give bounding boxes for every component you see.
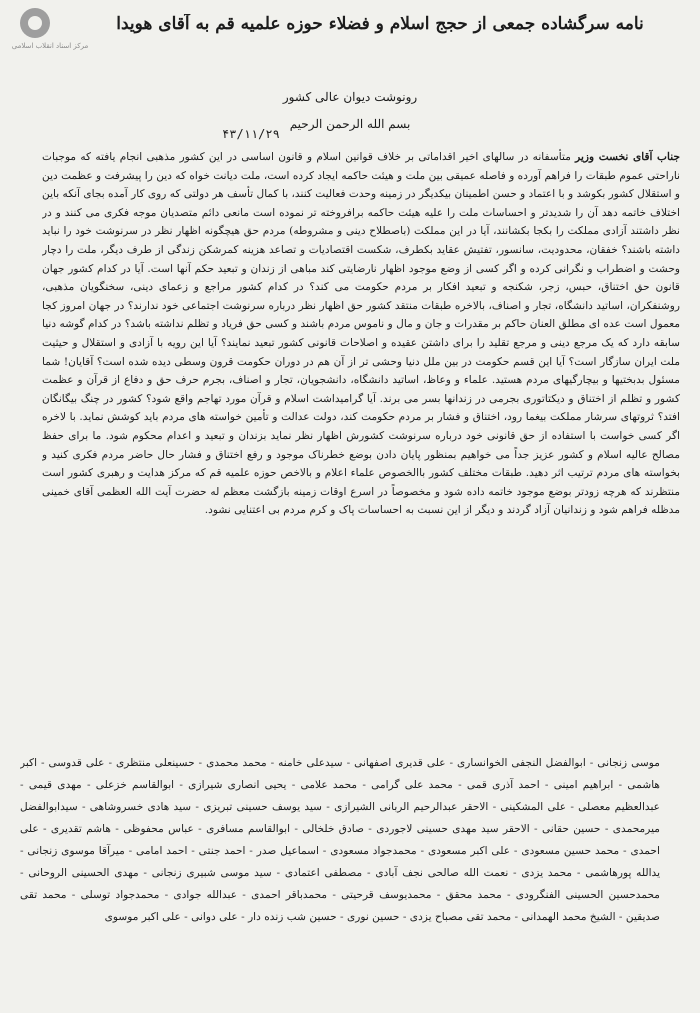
signatory-separator: - [66,889,81,901]
signatory-name: الشیخ محمد الهمدانی [521,911,616,923]
signatory-name: محمد علی گرامی [371,779,453,791]
signatory-name: نعمت الله صالحی نجف آبادی [375,867,509,879]
signatory-name: احمد آذری قمی [466,779,540,791]
signatory-separator: - [363,823,377,835]
signatory-separator: - [237,889,252,901]
signatory-name: اکبر هاشمی [20,757,660,791]
signatory-name: محمدحسین الحسینی الفنگرودی [515,889,660,901]
signatory-separator: - [271,867,285,879]
signatory-name: حسین شب زنده دار [248,911,337,923]
signatory-separator: - [357,779,372,791]
signatory-separator: - [619,845,631,857]
signatory-name: مهدی قیمی [28,779,82,791]
signatory-separator: - [37,757,49,769]
letter-addressee: جناب آقای نخست وزیر [575,151,680,163]
signatory-name: احمد جنتی [198,845,246,857]
signatory-separator: - [342,757,355,769]
signatory-name: محمد تقی مصباح یزدی [409,911,512,923]
signatory-separator: - [180,911,192,923]
signatory-separator: - [322,801,335,813]
signatory-separator: - [508,867,522,879]
signatory-name: موسی زنجانی [597,757,660,769]
signatory-name: میرآقا موسوی زنجانی [27,845,125,857]
signatory-name: صادق خلخالی [302,823,364,835]
signatory-separator: - [20,845,28,857]
signatory-name: حسینعلی منتظری [115,757,195,769]
signatory-name: محمد حسین مسعودی [521,845,620,857]
signatory-separator: - [445,757,457,769]
signatory-name: ابوالقاسم خزعلی [95,779,175,791]
signatory-separator: - [362,867,376,879]
signatory-name: علی اکبر موسوی [104,911,181,923]
signatory-separator: - [20,779,29,791]
archive-logo [6,6,92,62]
signatory-name: محمدجواد توسلی [80,889,160,901]
signatory-separator: - [452,779,467,791]
signatory-separator: - [245,845,257,857]
signatory-separator: - [38,823,51,835]
signatory-name: سید هادی خسروشاهی [89,801,192,813]
signatory-separator: - [286,779,301,791]
signatory-name: ابوالقاسم مسافری [206,823,291,835]
signatory-name: عباس محفوظی [123,823,194,835]
signatory-separator: - [539,779,554,791]
signatory-name: یدالله پورهاشمی [585,867,660,879]
signatory-name: علی قدیری اصفهانی [354,757,446,769]
signatory-separator: - [77,801,90,813]
signatory-name: الاحقر عبدالرحیم الربانی الشیرازی [334,801,489,813]
signatory-separator: - [529,823,542,835]
signatories-block [20,752,660,1002]
signatory-separator: - [501,889,516,901]
signatory-name: محمدجواد مسعودی [330,845,417,857]
signatory-separator: - [510,845,522,857]
letter-body [42,148,680,740]
bismillah: بسم الله الرحمن الرحیم [289,117,411,131]
letter-title: نامه سرگشاده جمعی از حجج اسلام و فضلاء حوزه علمیه قم به آقای هویدا [116,14,644,34]
signatory-separator: - [613,779,628,791]
signatory-name: حسین حقانی [541,823,601,835]
signatory-separator: - [174,779,189,791]
signatory-name: عبدالله جوادی [173,889,238,901]
signatory-name: احمد امامی [136,845,188,857]
signatory-name: سیدابوالفضل میرمحمدی [20,801,660,835]
signatory-separator: - [488,801,501,813]
signatory-separator: - [20,867,29,879]
signatory-name: ابوالفضل النجفی الخوانساری [456,757,586,769]
signatory-separator: - [110,823,124,835]
signatory-separator: - [104,757,116,769]
signatory-separator: - [327,889,342,901]
signatory-name: علی احمدی [20,823,660,857]
signatory-name: محمد محمدی [206,757,267,769]
signatory-separator: - [511,911,522,923]
signatory-separator: - [237,911,249,923]
signatory-separator: - [566,801,579,813]
signatory-name: ابراهیم امینی [553,779,614,791]
signatory-name: سیدعلی خامنه [278,757,343,769]
archive-logo-icon [20,8,50,38]
signatory-name: محمد یزدی [521,867,573,879]
signatory-separator: - [191,801,204,813]
signatory-name: محمد علامی [300,779,358,791]
signatory-name: علی المشکینی [500,801,567,813]
signatory-name: محمد محقق [445,889,502,901]
letter-paragraph [42,148,680,520]
signatory-name: محمدیوسف قرحیتی [341,889,432,901]
signatory-separator: - [336,911,347,923]
signatory-separator: - [318,845,331,857]
signatory-name: سید موسی شبیری زنجانی [151,867,272,879]
signatory-separator: - [600,823,613,835]
signatory-separator: - [399,911,410,923]
letter-text: متأسفانه در سالهای اخیر اقداماتی بر خلاف قوانین اسلام و قانون اساسی در این کشور مذهبی انجام یافته که موجبات ناراحتی عموم طبقات را فراهم آورده و فاصله عمیقی بین ملت و هیئت حاکمه ایجاد کرده است، ملت دیانت خواه که دین را پیشرفت و عظمت دین و استقلال کشور بکوشد و با اعتماد و حسن اطمینان بیکدیگر در زمینه وحدت فعالیت کنند، با کمال تأسف هر دولتی که روی کار آمده بجای آنکه باین اختلاف خاتمه دهد آن را شدیدتر و احساسات ملت را علیه هیئت حاکمه برافروخته تر نموده است مانعی دائم متصدیان موجه فکری می کنند و در نظر داشتند آزادی مملکت را بکجا بکشانند، آیا در این مملکت (باصطلاح دینی و مشروطه) مردم حق هیچگونه اظهار نظر در سرنوشت خود را نباید داشته باشند؟ خفقان، محدودیت، سانسور، تفتیش عقاید بکطرف، شکست اقتصادیات و تصاعد هزینه کمرشکن زندگی از طرف دیگر، ملت را دچار وحشت و اضطراب و نگرانی کرده و اگر کسی از وضع موجود اظهار نارضایتی کند مباهی از زندان و تبعید حکم آنها است. آیا در کدام کشور جهان قانون حق اختناق، حبس، زجر، شکنجه و تبعید افکار بر مردم حکومت می کند؟ در کدام کشور مراجع و زعمای دینی، سخنگویان مذهبی، روشنفکران، اساتید دانشگاه، تجار و اصناف، بالاخره طبقات منتقد کشور حق اظهار نظر درباره سرنوشت اجتماعی خود ندارند؟ در جهان امروز کجا معمول است عده ای مطلق العنان حاکم بر مقدرات و جان و مال و ناموس مردم باشند و کسی حق فریاد و تظلم نداشته باشد؟ در کدام گوشه دنیا سابقه دارد که یک مرجع دینی و مرجع تقلید را برای داشتن عقیده و اصلاحات قانونی کشور تبعید نمایند؟ آیا این رویه با آزادی و استقلال و حیثیت ملت ایران سازگار است؟ آیا این قسم حکومت در بین ملل دنیا وحشی تر از آن هم در دوران حکومت قرون وسطی دیده شده است؟ آقایان! شما مسئول بدبختیها و بیچارگیهای مردم هستید. علماء و وعاظ، اساتید دانشگاه، دانشجویان، تجار و اصناف، بجرم حرف حق و دفاع از قرآن و عظمت کشور و تظلم از اختناق و دیکتاتوری بجرمی در زندانها بسر می برند. آیا گرامیداشت اسلام و قرآن مورد تهاجم واقع شود؟ کشور در چنگ بیگانگان افتد؟ ثروتهای سرشار مملکت بیغما رود، اختناق و فشار بر مردم حکومت کند، دولت عدالت و تأمین خواسته های مردم باید کوشش نماید. با لاخره اگر کسی خواست با استفاده از حق قانونی خود درباره سرنوشت کشورش اظهار نظر نماید بزندان و تبعید و اعدام محکوم شود. ما برای حفظ مصالح عالیه اسلام و کشور عزیز جداً می خواهیم بمنظور پایان دادن بوضع خطرناک موجود و رفع اختناق و فشار حال حاضر مردم فکری کنید و بخواسته های مردم ترتیب اثر دهید. طبقات مختلف کشور باالخصوص علماء اعلام و بالاخص حوزه علمیه قم که مرکز هدایت و رهبری کشور است منتظرند که هرچه زودتر بوضع موجود خاتمه داده شود و مخصوصاً در اسرع اوقات زمینه بازگشت معظم له حضرت آیت الله العظمی آقای خمینی مدظله فراهم شود و زندانیان آزاد گردند و دیگر از این نسبت به احساسات پاک و کرم مردم بی اعتنایی نشود. [42,151,680,517]
archive-logo-caption: مرکز اسناد انقلاب اسلامی [11,42,89,50]
signatory-name: مصطفی اعتمادی [284,867,363,879]
signatory-name: هاشم تقدیری [50,823,111,835]
signatory-name: یحیی انصاری شیرازی [188,779,287,791]
signatory-separator: - [290,823,303,835]
signatory-separator: - [159,889,174,901]
signatory-name: الاحقر سید مهدی حسینی لاجوردی [376,823,530,835]
letter-date: ۴۳/۱۱/۲۹ [222,127,280,141]
letter-subtitle: رونوشت دیوان عالی کشور [282,90,418,104]
signatory-separator: - [81,779,96,791]
signatory-name: علی دوانی [191,911,238,923]
signatory-name: اسماعیل صدر [256,845,319,857]
signatory-separator: - [615,911,626,923]
signatory-name: محمد تقی صدیقین [20,889,660,923]
signatory-name: حسین نوری [346,911,400,923]
signatory-name: محمدباقر احمدی [251,889,328,901]
signatory-name: عبدالعظیم معصلی [578,801,660,813]
signatory-separator: - [585,757,598,769]
signatory-separator: - [194,757,207,769]
signatory-separator: - [138,867,152,879]
signatory-separator: - [416,845,428,857]
signatory-separator: - [572,867,586,879]
signatory-separator: - [124,845,137,857]
signatory-name: علی قدوسی [48,757,105,769]
signatory-name: سید یوسف حسینی تبریزی [203,801,323,813]
signatory-separator: - [431,889,446,901]
signatory-name: مهدی الحسینی الروحانی [28,867,139,879]
signatory-separator: - [187,845,199,857]
signatory-name: علی اکبر مسعودی [427,845,511,857]
signatory-separator: - [266,757,279,769]
signatory-separator: - [193,823,207,835]
